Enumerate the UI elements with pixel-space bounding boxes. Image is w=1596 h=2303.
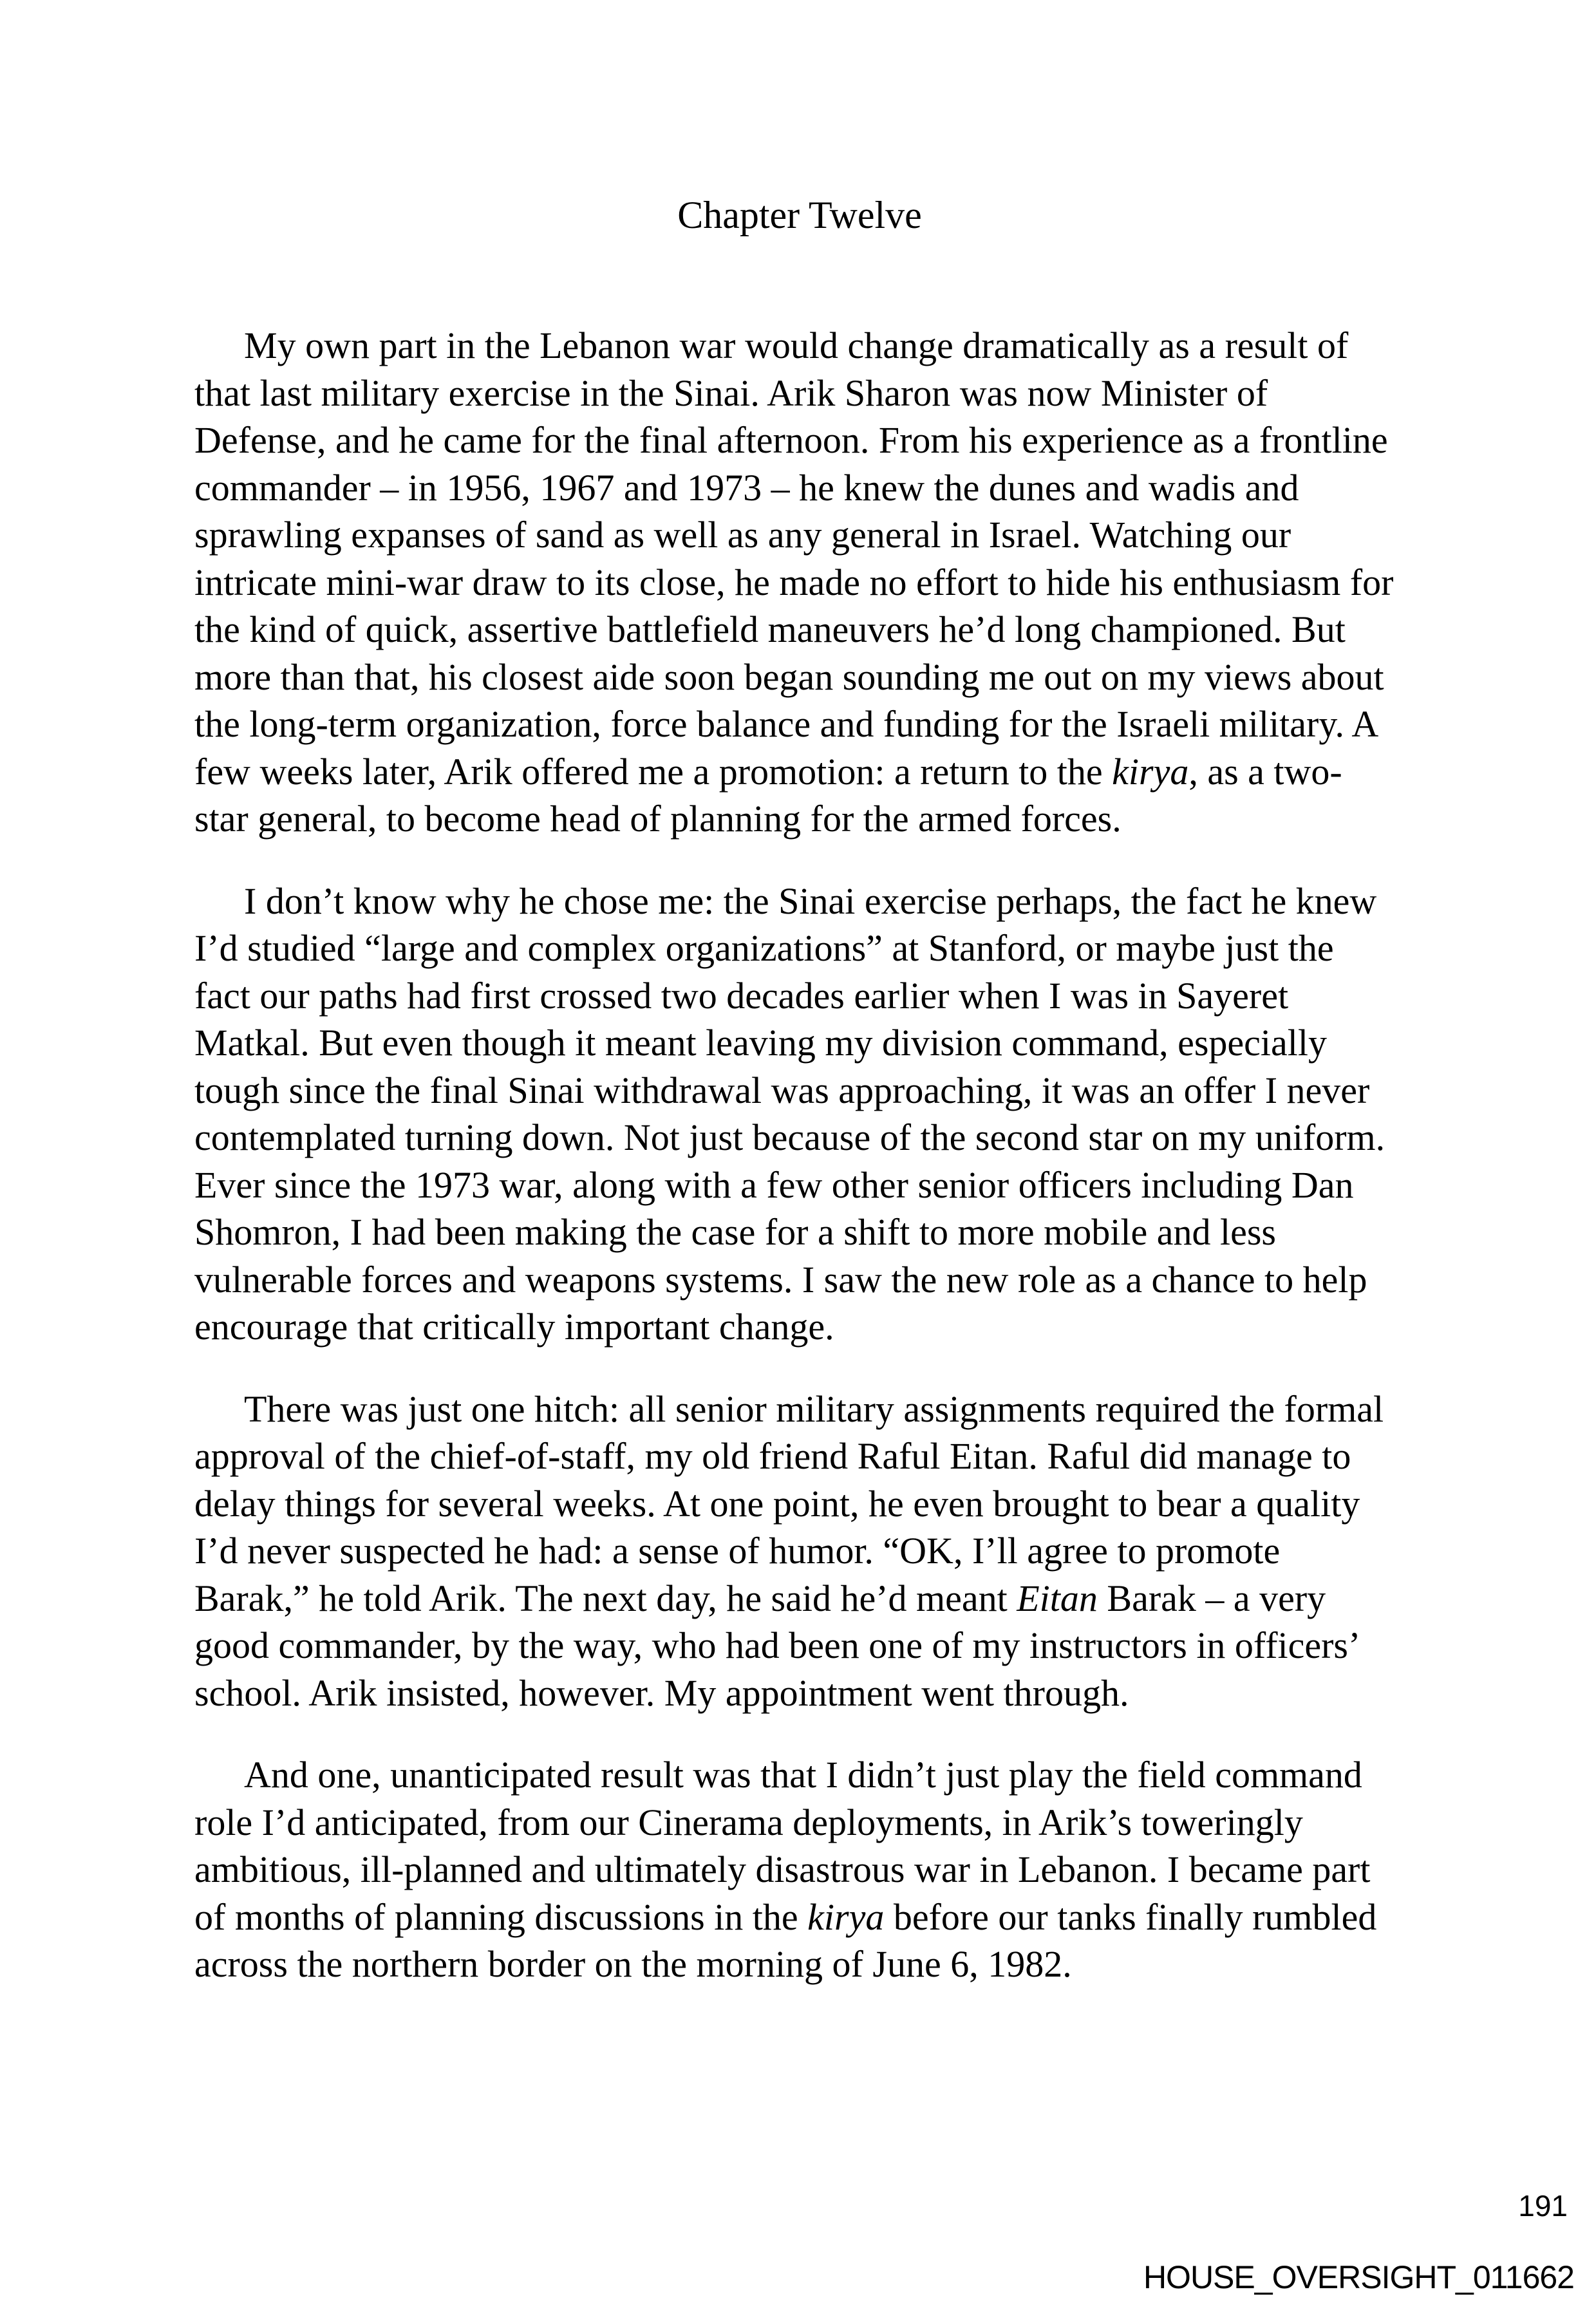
italic-term: Eitan: [1017, 1577, 1098, 1619]
italic-term: kirya: [1112, 750, 1189, 793]
paragraph: My own part in the Lebanon war would change dramatically as a result of that last military exercise in the Sinai. Arik Sharon was now Minister of Defense, and he came for the final afternoon. From his experience as a frontline commander – in 1956, 1967 and 1973 – he knew the dunes and wadis and sprawling expanses of sand as well as any general in Israel. Watching our intricate mini-war draw to its close, he made no effort to hide his enthusiasm for the kind of quick, assertive battlefield maneuvers he’d long championed. But more than that, his closest aide soon began sounding me out on my views about the long-term organization, force balance and funding for the Israeli military. A few weeks later, Arik offered me a promotion: a return to the kirya, as a two- star general, to become head of planning for the armed forces.: [194, 324, 1394, 840]
paragraph: There was just one hitch: all senior military assignments required the formal approval of the chief-of-staff, my old friend Raful Eitan. Raful did manage to delay things for several weeks. At one point, he even brought to bear a quality I’d never suspected he had: a sense of humor. “OK, I’ll agree to promote Barak,” he told Arik. The next day, he said he’d meant Eitan Barak – a very good commander, by the way, who had been one of my instructors in officers’ school. Arik insisted, however. My appointment went through.: [194, 1387, 1384, 1714]
page-number: 191: [1518, 2189, 1568, 2223]
chapter-title: Chapter Twelve: [677, 194, 922, 236]
body-text: [194, 322, 1405, 2023]
bates-stamp: HOUSE_OVERSIGHT_011662: [1143, 2259, 1574, 2295]
italic-term: kirya: [807, 1895, 885, 1938]
paragraph: I don’t know why he chose me: the Sinai exercise perhaps, the fact he knew I’d studied “large and complex organizations” at Stanford, or maybe just the fact our paths had first crossed two decades earlier when I was in Sayeret Matkal. But even though it meant leaving my division command, especially tough since the final Sinai withdrawal was approaching, it was an offer I never contemplated turning down. Not just because of the second star on my uniform. Ever since the 1973 war, along with a few other senior officers including Dan Shomron, I had been making the case for a shift to more mobile and less vulnerable forces and weapons systems. I saw the new role as a chance to help encourage that critically important change.: [194, 879, 1385, 1348]
paragraph: And one, unanticipated result was that I didn’t just play the field command role I’d anticipated, from our Cinerama deployments, in Arik’s toweringly ambitious, ill-planned and ultimately disastrous war in Lebanon. I became part of months of planning discussions in the kirya before our tanks finally rumbled across the northern border on the morning of June 6, 1982.: [194, 1754, 1377, 1985]
